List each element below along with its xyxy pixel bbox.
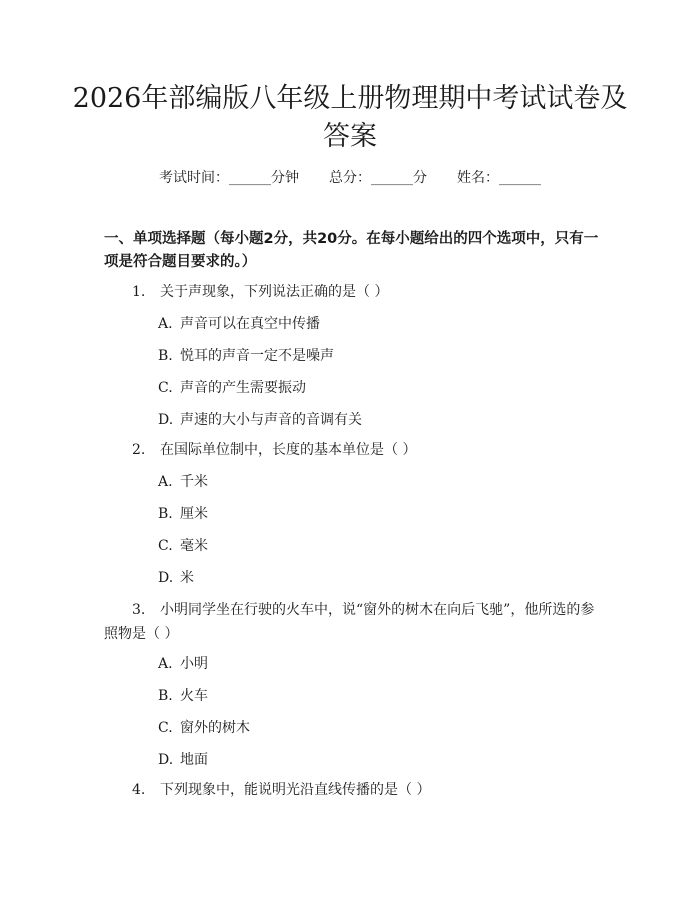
option-text: 米 xyxy=(180,570,194,586)
question-text-line-2: 照物是（ ） xyxy=(104,626,179,642)
question-1-option-a xyxy=(158,314,320,334)
question-text-line-1: 小明同学坐在行驶的火车中，说“窗外的树木在向后飞驰”，他所选的参 xyxy=(160,602,595,618)
option-letter: C. xyxy=(158,538,173,554)
question-2-option-c xyxy=(158,536,208,556)
option-text: 地面 xyxy=(180,752,208,768)
question-3-continuation xyxy=(104,624,178,644)
question-number: 3. xyxy=(132,602,146,618)
option-letter: B. xyxy=(158,506,173,522)
question-3-option-b xyxy=(158,686,208,706)
option-text: 声音的产生需要振动 xyxy=(180,380,306,396)
option-letter: D. xyxy=(158,570,174,586)
option-text: 千米 xyxy=(180,474,208,490)
question-number: 4. xyxy=(132,782,146,798)
exam-info-line xyxy=(0,168,700,188)
page-title: 2026年部编版八年级上册物理期中考试试卷及答案 xyxy=(72,83,628,152)
option-letter: A. xyxy=(158,656,173,672)
section-heading: 一、单项选择题（每小题2分，共20分。在每小题给出的四个选项中，只有一项是符合题目要求的。） xyxy=(104,231,599,270)
exam-time-label: 考试时间：______分钟 xyxy=(159,170,299,186)
question-number: 1. xyxy=(132,284,146,300)
student-name-label: 姓名：______ xyxy=(457,170,541,186)
option-letter: D. xyxy=(158,752,174,768)
option-text: 火车 xyxy=(180,688,208,704)
question-3-option-a xyxy=(158,654,208,674)
option-letter: A. xyxy=(158,474,173,490)
question-2-option-d xyxy=(158,568,194,588)
question-3 xyxy=(132,600,594,620)
option-text: 厘米 xyxy=(180,506,208,522)
option-text: 毫米 xyxy=(180,538,208,554)
question-3-option-c xyxy=(158,718,250,738)
question-1-option-c xyxy=(158,378,306,398)
question-1-option-d xyxy=(158,410,362,430)
question-2-option-b xyxy=(158,504,208,524)
question-2-option-a xyxy=(158,472,208,492)
question-4 xyxy=(132,780,430,800)
question-text: 关于声现象，下列说法正确的是（ ） xyxy=(160,284,389,300)
option-text: 小明 xyxy=(180,656,208,672)
question-number: 2. xyxy=(132,442,146,458)
option-letter: B. xyxy=(158,348,173,364)
option-letter: C. xyxy=(158,720,173,736)
option-text: 声速的大小与声音的音调有关 xyxy=(180,412,362,428)
option-text: 悦耳的声音一定不是噪声 xyxy=(180,348,334,364)
option-letter: C. xyxy=(158,380,173,396)
question-text: 在国际单位制中，长度的基本单位是（ ） xyxy=(160,442,417,458)
option-text: 声音可以在真空中传播 xyxy=(180,316,320,332)
question-3-option-d xyxy=(158,750,208,770)
option-letter: A. xyxy=(158,316,173,332)
question-1 xyxy=(132,282,388,302)
question-1-option-b xyxy=(158,346,334,366)
total-score-label: 总分：______分 xyxy=(329,170,427,186)
option-text: 窗外的树木 xyxy=(180,720,250,736)
question-text: 下列现象中，能说明光沿直线传播的是（ ） xyxy=(160,782,431,798)
question-2 xyxy=(132,440,416,460)
option-letter: D. xyxy=(158,412,174,428)
option-letter: B. xyxy=(158,688,173,704)
